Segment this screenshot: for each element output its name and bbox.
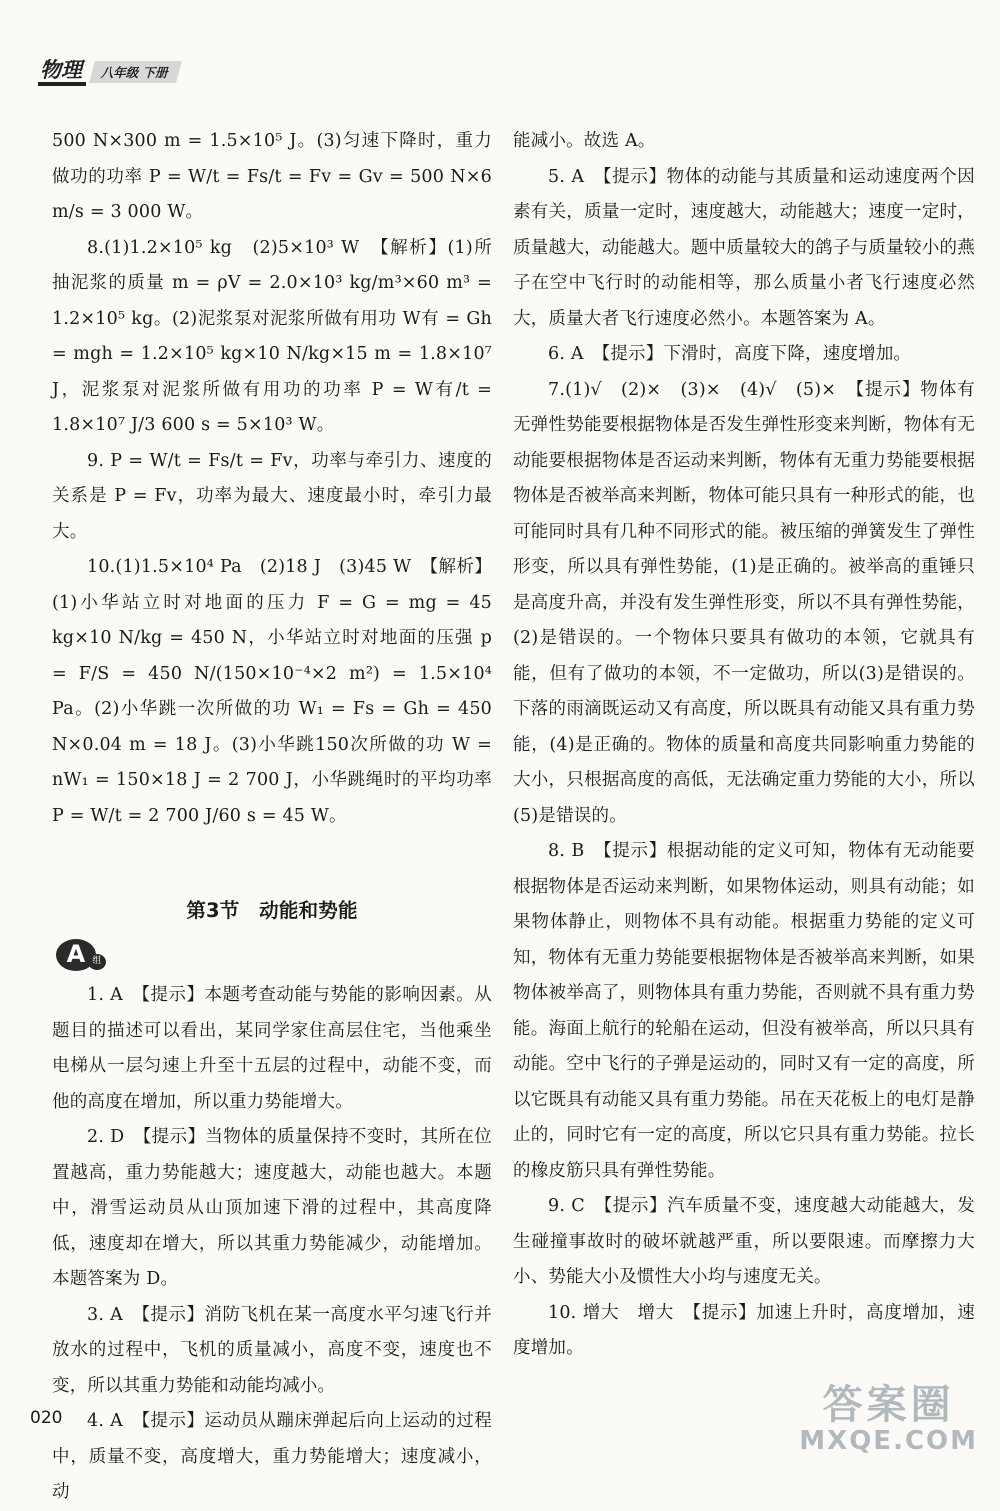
answer-a2: 2. D 【提示】当物体的质量保持不变时，其所在位置越高，重力势能越大；速度越大，动能也越大。本题中，滑雪运动员从山顶加速下滑的过程中，其高度降低，速度却在增大，所以其重力势能减少，动能增加。本题答案为 D。 (52, 1127, 492, 1289)
subject-label: 物理 (38, 58, 86, 86)
grade-label: 八年级 下册 (89, 61, 182, 83)
running-header (38, 58, 179, 86)
group-a-badge-icon (56, 938, 106, 972)
answer-9: 9. P = W/t = Fs/t = Fv，功率与牵引力、速度的关系是 P = Fv，功率为最大、速度最小时，牵引力最大。 (52, 450, 492, 542)
answer-a4-continued: 能减小。故选 A。 (513, 131, 656, 151)
badge-group: 组 (88, 954, 106, 970)
answer-a9: 9. C 【提示】汽车质量不变，速度越大动能越大，发生碰撞事故时的破坏就越严重，所以要限速。而摩擦力大小、势能大小及惯性大小均与速度无关。 (513, 1196, 975, 1287)
answer-a7: 7.(1)√ (2)× (3)× (4)√ (5)× 【提示】物体有无弹性势能要根据物体是否发生弹性形变来判断，物体有无动能要根据物体是否运动来判断，物体有无重力势能要根据物体是否被举高来判断，物体可能只具有一种形式的能，也可能同时具有几种不同形式的能。被压缩的弹簧发生了弹性形变，所以具有弹性势能，(1)是正确的。被举高的重锤只是高度升高，并没有发生弹性形变，所以不具有弹性势能，(2)是错误的。一个物体只要具有做功的本领，它就具有能，但有了做功的本领，不一定做功，所以(3)是错误的。下落的雨滴既运动又有高度，所以既具有动能又具有重力势能，(4)是正确的。物体的质量和高度共同影响重力势能的大小，只根据高度的高低，无法确定重力势能的大小，所以(5)是错误的。 (513, 379, 975, 826)
watermark-url: MXQE.COM (799, 1426, 978, 1456)
answer-8: 8.(1)1.2×10⁵ kg (2)5×10³ W 【解析】(1)所抽泥浆的质量 m = ρV = 2.0×10³ kg/m³×60 m³ = 1.2×10⁵ kg。(2)泥浆泵对泥浆所做有用功 W有 = Gh = mgh = 1.2×10⁵ kg×10 N/kg×15 m = 1.8×10⁷ J，泥浆泵对泥浆所做有用功的功率 P = W有/t = 1.8×10⁷ J/3 600 s = 5×10³ W。 (52, 237, 492, 435)
answer-a8: 8. B 【提示】根据动能的定义可知，物体有无动能要根据物体是否运动来判断，如果物体运动，则具有动能；如果物体静止，则物体不具有动能。根据重力势能的定义可知，物体有无重力势能要根据物体是否被举高来判断，如果物体被举高了，则物体具有重力势能，否则就不具有重力势能。海面上航行的轮船在运动，但没有被举高，所以只具有动能。空中飞行的子弹是运动的，同时又有一定的高度，所以它既具有动能又具有重力势能。吊在天花板上的电灯是静止的，同时它有一定的高度，所以它只具有重力势能。拉长的橡皮筋只具有弹性势能。 (513, 841, 975, 1181)
right-column (513, 124, 975, 1367)
watermark-title: 答案圈 (822, 1382, 955, 1428)
answer-a3: 3. A 【提示】消防飞机在某一高度水平匀速飞行并放水的过程中，飞机的质量减小，高度不变，速度也不变，所以其重力势能和动能均减小。 (52, 1304, 492, 1396)
left-column (52, 124, 492, 1511)
watermark-logo (799, 1383, 978, 1455)
section-title: 第3节 动能和势能 (186, 899, 358, 922)
answer-a4: 4. A 【提示】运动员从蹦床弹起后向上运动的过程中，质量不变，高度增大，重力势能增大；速度减小，动 (52, 1411, 492, 1502)
answer-10: 10.(1)1.5×10⁴ Pa (2)18 J (3)45 W 【解析】(1)小华站立时对地面的压力 F = G = mg = 45 kg×10 N/kg = 450 N，小华站立时对地面的压强 p = F/S = 450 N/(150×10⁻⁴×2 m²) = 1.5×10⁴ Pa。(2)小华跳一次所做的功 W₁ = Fs = Gh = 450 N×0.04 m = 18 J。(3)小华跳150次所做的功 W = nW₁ = 150×18 J = 2 700 J，小华跳绳时的平均功率 P = W/t = 2 700 J/60 s = 45 W。 (52, 557, 492, 826)
answer-7-continued: 500 N×300 m = 1.5×10⁵ J。(3)匀速下降时，重力做功的功率 P = W/t = Fs/t = Fv = Gv = 500 N×6 m/s = 3 000 W。 (52, 131, 492, 222)
answer-a5: 5. A 【提示】物体的动能与其质量和运动速度两个因素有关，质量一定时，速度越大，动能越大；速度一定时，质量越大，动能越大。题中质量较大的鸽子与质量较小的燕子在空中飞行时的动能相等，那么质量小者飞行速度必然大，质量大者飞行速度必然小。本题答案为 A。 (513, 166, 975, 329)
answer-a1: 1. A 【提示】本题考查动能与势能的影响因素。从题目的描述可以看出，某同学家住高层住宅，当他乘坐电梯从一层匀速上升至十五层的过程中，动能不变，而他的高度在增加，所以重力势能增大。 (52, 985, 492, 1112)
answer-a6: 6. A 【提示】下滑时，高度下降，速度增加。 (548, 344, 912, 364)
badge-letter: A (56, 939, 96, 971)
page-number: 020 (30, 1408, 63, 1428)
answer-a10: 10. 增大 增大 【提示】加速上升时，高度增加，速度增加。 (513, 1302, 975, 1358)
